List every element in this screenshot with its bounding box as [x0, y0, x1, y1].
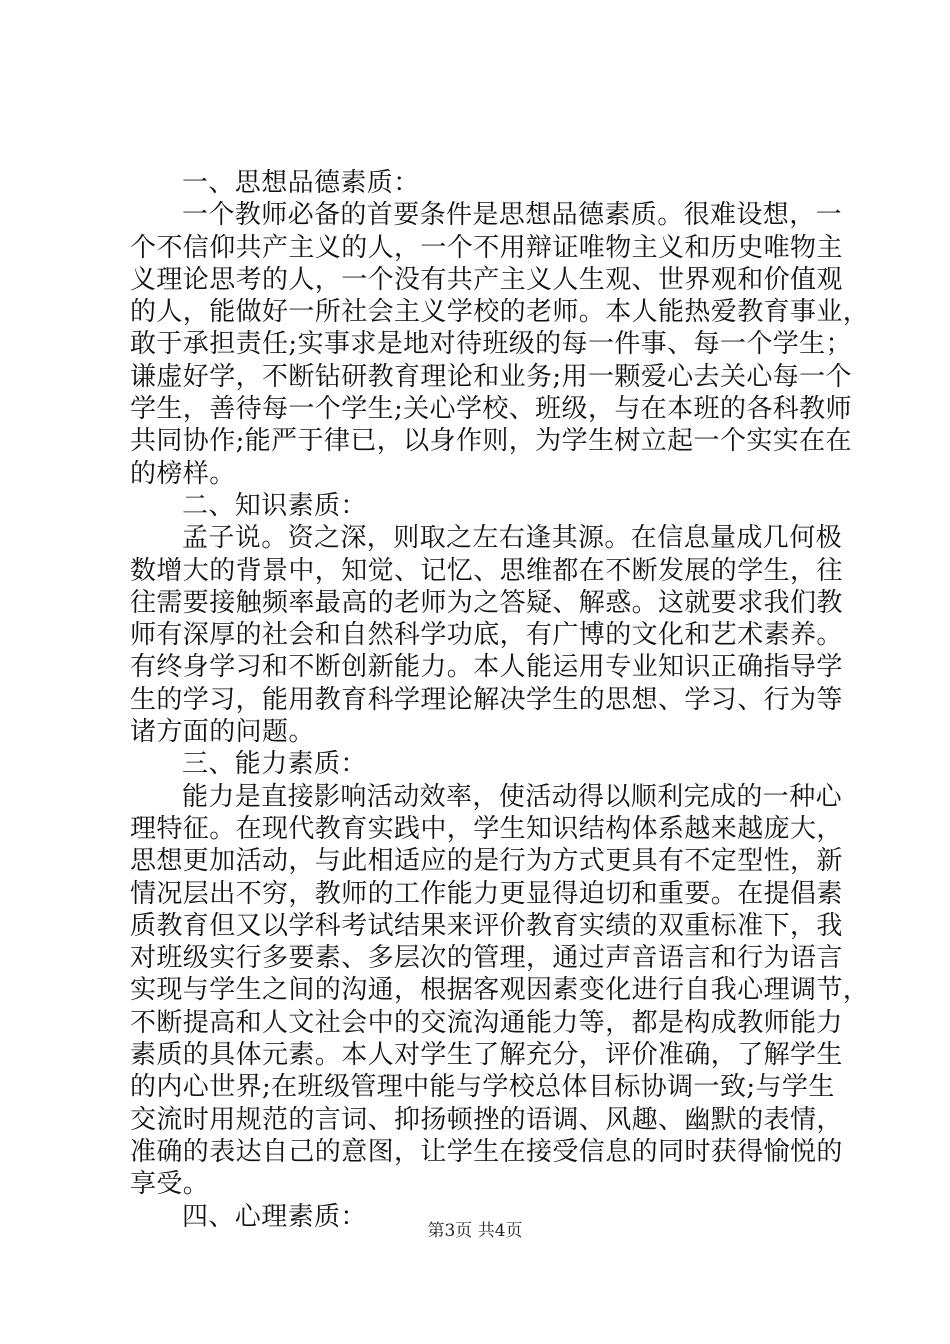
text-line: 思想更加活动，与此相适应的是行为方式更具有不定型性，新	[130, 846, 843, 877]
text-line: 的人，能做好一所社会主义学校的老师。本人能热爱教育事业，	[130, 297, 870, 328]
text-line: 的榜样。	[130, 458, 236, 489]
text-line: 共同协作;能严于律已，以身作则，为学生树立起一个实实在在	[130, 426, 852, 457]
text-line: 诸方面的问题。	[130, 717, 315, 748]
text-line: 享受。	[130, 1169, 210, 1200]
text-line: 实现与学生之间的沟通，根据客观因素变化进行自我心理调节，	[130, 975, 870, 1006]
text-line: 不断提高和人文社会中的交流沟通能力等，都是构成教师能力	[130, 1007, 843, 1038]
text-line: 义理论思考的人，一个没有共产主义人生观、世界观和价值观	[130, 264, 843, 295]
paragraph-start-line: 孟子说。资之深，则取之左右逢其源。在信息量成几何极	[182, 523, 843, 554]
text-line: 对班级实行多要素、多层次的管理，通过声音语言和行为语言	[130, 943, 843, 974]
text-line: 准确的表达自己的意图，让学生在接受信息的同时获得愉悦的	[130, 1136, 843, 1167]
text-line: 的内心世界;在班级管理中能与学校总体目标协调一致;与学生	[130, 1072, 835, 1103]
text-line: 个不信仰共产主义的人，一个不用辩证唯物主义和历史唯物主	[130, 232, 843, 263]
text-line: 数增大的背景中，知觉、记忆、思维都在不断发展的学生，往	[130, 555, 843, 586]
text-line: 生的学习，能用教育科学理论解决学生的思想、学习、行为等	[130, 684, 843, 715]
document-body	[130, 167, 870, 1233]
paragraph-start-line: 四、心理素质：	[182, 1201, 367, 1232]
text-line: 有终身学习和不断创新能力。本人能运用专业知识正确指导学	[130, 652, 843, 683]
paragraph-start-line: 一、思想品德素质：	[182, 168, 420, 198]
paragraph-start-line: 能力是直接影响活动效率，使活动得以顺利完成的一种心	[182, 781, 843, 812]
text-line: 师有深厚的社会和自然科学功底，有广博的文化和艺术素养。	[130, 620, 843, 651]
paragraph-start-line: 三、能力素质：	[182, 749, 367, 780]
text-line: 素质的具体元素。本人对学生了解充分，评价准确，了解学生	[130, 1040, 843, 1071]
text-line: 情况层出不穷，教师的工作能力更显得迫切和重要。在提倡素	[130, 878, 843, 909]
paragraph-start-line: 一个教师必备的首要条件是思想品德素质。很难设想，一	[182, 200, 843, 231]
text-line: 理特征。在现代教育实践中，学生知识结构体系越来越庞大，	[130, 813, 843, 844]
text-line: 敢于承担责任;实事求是地对待班级的每一件事、每一个学生；	[130, 329, 852, 360]
text-line: 学生，善待每一个学生;关心学校、班级，与在本班的各科教师	[130, 394, 852, 425]
paragraph-start-line: 二、知识素质：	[182, 490, 367, 521]
text-line: 往需要接触频率最高的老师为之答疑、解惑。这就要求我们教	[130, 587, 843, 618]
page-footer: 第3页 共4页	[427, 1221, 523, 1241]
text-line: 谦虚好学，不断钻研教育理论和业务;用一颗爱心去关心每一个	[130, 361, 852, 392]
text-line: 质教育但又以学科考试结果来评价教育实绩的双重标准下，我	[130, 910, 843, 941]
text-line: 交流时用规范的言词、抑扬顿挫的语调、风趣、幽默的表情，	[130, 1104, 843, 1135]
